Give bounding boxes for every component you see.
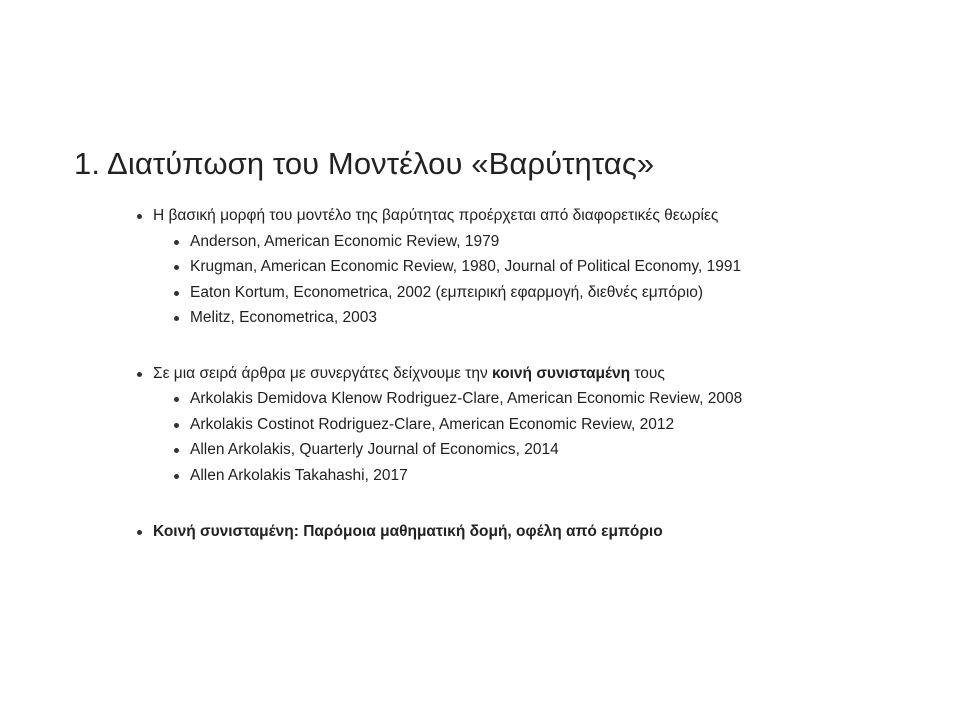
sub-bullet-text: Anderson, American Economic Review, 1979 <box>190 233 500 250</box>
sub-bullet-text: Allen Arkolakis Takahashi, 2017 <box>190 467 408 484</box>
bullet-text-prefix: Σε μια σειρά άρθρα με συνεργάτες δείχνουμε την <box>153 365 493 382</box>
bullet-text: Κοινή συνισταμένη: Παρόμοια μαθηματική δομή, οφέλη από εμπόριο <box>153 523 663 540</box>
bullet-dot-icon <box>137 372 142 377</box>
bullet-item-summary <box>153 522 663 542</box>
slide-title: 1. Διατύπωση του Μοντέλου «Βαρύτητας» <box>74 146 655 181</box>
bullet-dot-icon <box>174 240 179 245</box>
bullet-dot-icon <box>174 291 179 296</box>
sub-bullet-text: Melitz, Econometrica, 2003 <box>190 309 377 326</box>
bullet-dot-icon <box>137 214 142 219</box>
sub-bullet-text: Allen Arkolakis, Quarterly Journal of Economics, 2014 <box>190 441 559 458</box>
bullet-item-theories <box>153 206 718 226</box>
bullet-item-common <box>153 364 665 384</box>
bullet-dot-icon <box>137 530 142 535</box>
sub-bullet-item <box>190 466 408 486</box>
sub-bullet-item <box>190 283 703 303</box>
sub-bullet-text: Arkolakis Demidova Klenow Rodriguez-Clare, American Economic Review, 2008 <box>190 390 743 407</box>
bullet-text-suffix: τους <box>630 365 665 382</box>
sub-bullet-item <box>190 440 559 460</box>
bullet-dot-icon <box>174 474 179 479</box>
sub-bullet-text: Arkolakis Costinot Rodriguez-Clare, American Economic Review, 2012 <box>190 416 675 433</box>
sub-bullet-item <box>190 308 377 328</box>
bullet-dot-icon <box>174 265 179 270</box>
sub-bullet-item <box>190 415 674 435</box>
sub-bullet-text: Eaton Kortum, Econometrica, 2002 (εμπειρική εφαρμογή, διεθνές εμπόριο) <box>190 284 704 301</box>
bullet-dot-icon <box>174 423 179 428</box>
sub-bullet-item <box>190 232 499 252</box>
sub-bullet-text: Krugman, American Economic Review, 1980, Journal of Political Economy, 1991 <box>190 258 742 275</box>
sub-bullet-item <box>190 257 741 277</box>
bullet-dot-icon <box>174 316 179 321</box>
bullet-text-bold: κοινή συνισταμένη <box>492 365 631 382</box>
bullet-dot-icon <box>174 397 179 402</box>
sub-bullet-item <box>190 389 742 409</box>
bullet-text: Η βασική μορφή του μοντέλο της βαρύτητας προέρχεται από διαφορετικές θεωρίες <box>153 207 719 224</box>
bullet-dot-icon <box>174 448 179 453</box>
